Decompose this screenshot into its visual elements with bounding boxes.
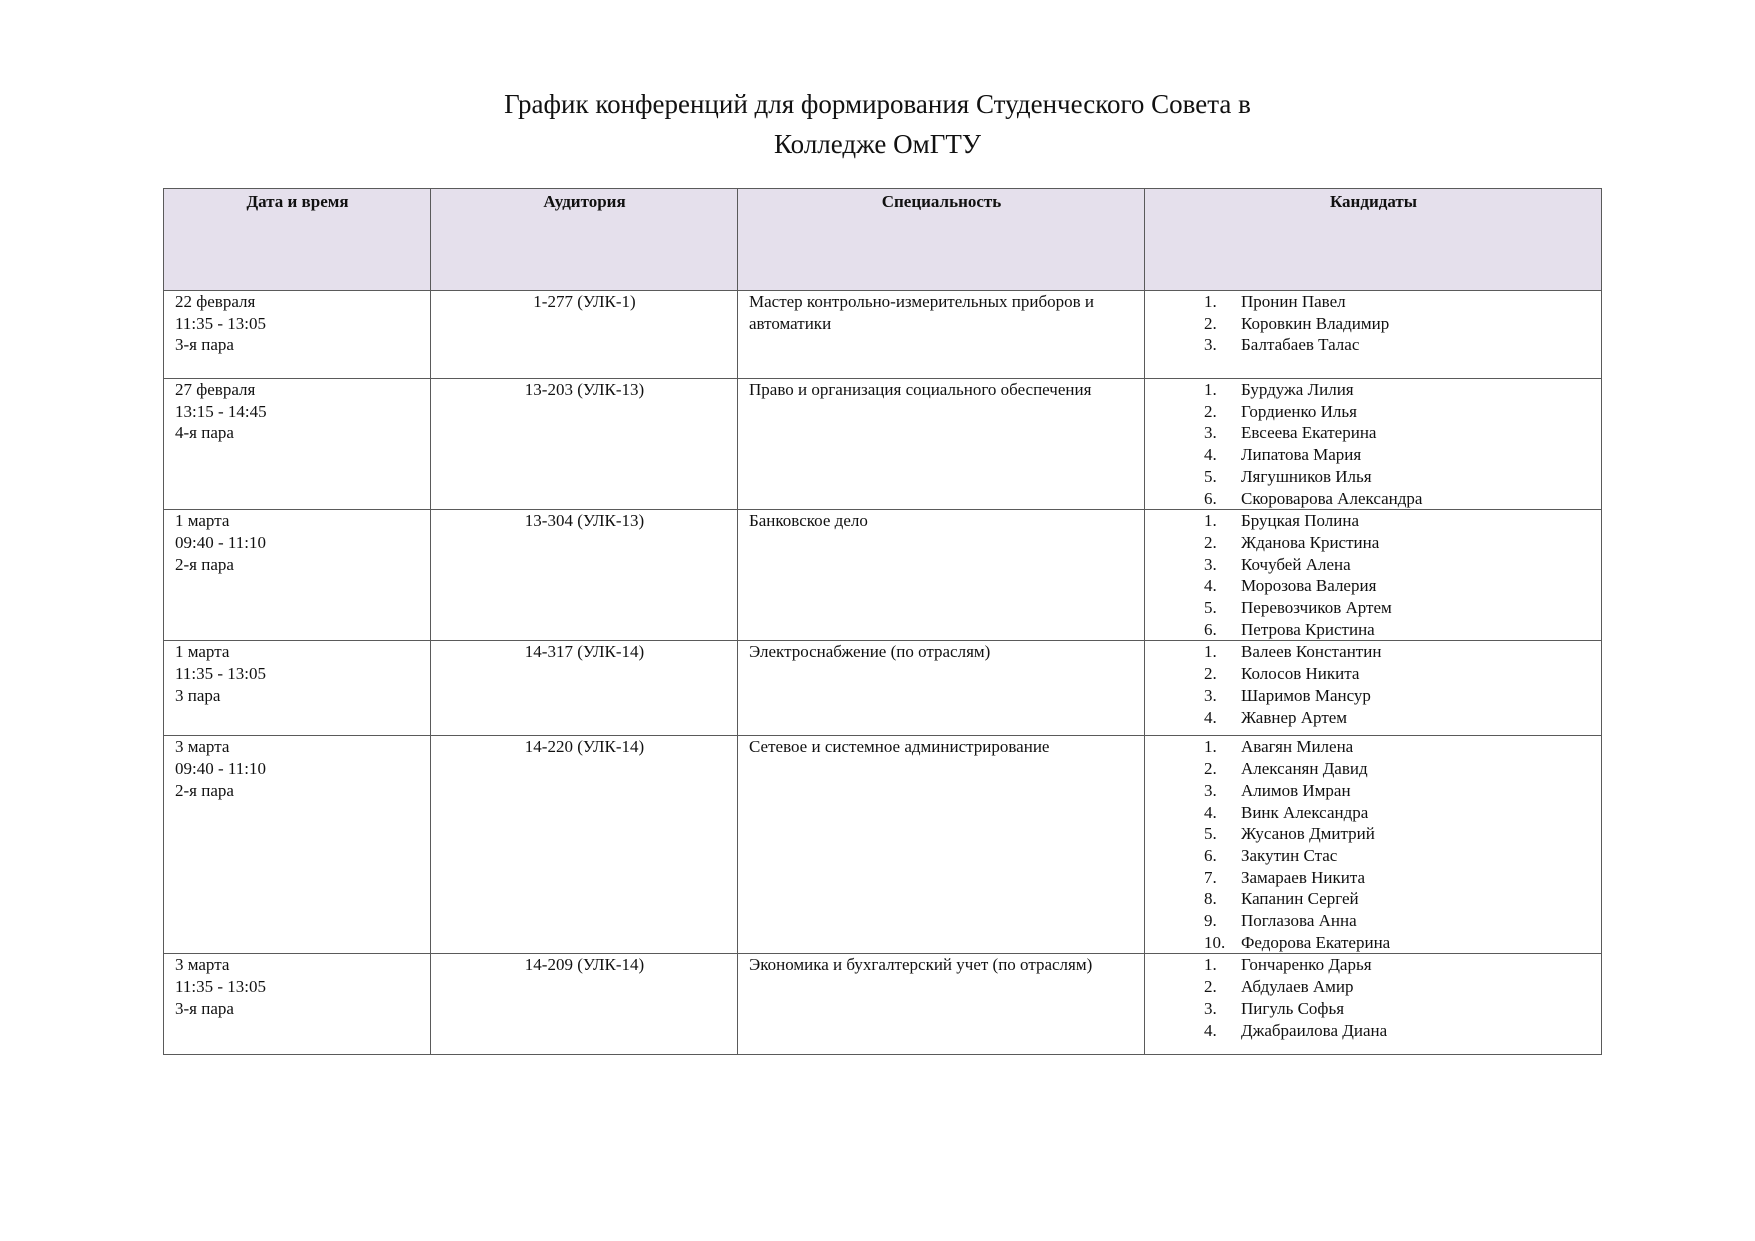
candidate-name: Бруцкая Полина bbox=[1241, 511, 1360, 531]
specialty-cell: Электроснабжение (по отраслям) bbox=[738, 641, 1145, 736]
time-text: 11:35 - 13:05 bbox=[175, 313, 266, 333]
table-row bbox=[164, 954, 1602, 1055]
table-row bbox=[164, 510, 1602, 641]
list-item bbox=[1204, 401, 1591, 423]
candidates-list bbox=[1156, 379, 1591, 509]
list-item-number: 2. bbox=[1204, 401, 1217, 421]
class-period-text: 3-я пара bbox=[175, 998, 234, 1018]
candidate-name: Колосов Никита bbox=[1241, 664, 1360, 684]
list-item-number: 10. bbox=[1204, 932, 1226, 952]
candidates-list bbox=[1156, 736, 1591, 953]
candidates-cell bbox=[1145, 736, 1602, 954]
candidate-name: Замараев Никита bbox=[1241, 867, 1366, 887]
list-item bbox=[1204, 444, 1591, 466]
datetime-cell bbox=[164, 736, 431, 954]
candidate-name: Бурдужа Лилия bbox=[1241, 380, 1354, 399]
table-row bbox=[164, 379, 1602, 510]
list-item-number: 6. bbox=[1204, 488, 1217, 508]
candidate-name: Евсеева Екатерина bbox=[1241, 423, 1377, 443]
list-item-number: 2. bbox=[1204, 313, 1217, 333]
candidate-name: Скороварова Александра bbox=[1241, 488, 1423, 508]
list-item-number: 5. bbox=[1204, 598, 1217, 618]
candidate-name: Балтабаев Талас bbox=[1241, 335, 1360, 355]
room-cell: 14-220 (УЛК-14) bbox=[431, 736, 738, 954]
list-item-number: 6. bbox=[1204, 619, 1217, 639]
schedule-table-body bbox=[164, 291, 1602, 1055]
class-period-text: 3 пара bbox=[175, 685, 221, 705]
list-item-number: 4. bbox=[1204, 445, 1217, 465]
datetime-cell bbox=[164, 954, 431, 1055]
list-item-number: 1. bbox=[1204, 292, 1217, 311]
list-item-number: 8. bbox=[1204, 889, 1217, 909]
list-item bbox=[1204, 910, 1591, 932]
list-item bbox=[1204, 758, 1591, 780]
list-item-number: 5. bbox=[1204, 466, 1217, 486]
list-item bbox=[1204, 422, 1591, 444]
time-text: 13:15 - 14:45 bbox=[175, 401, 267, 421]
list-item bbox=[1204, 780, 1591, 802]
list-item bbox=[1204, 575, 1591, 597]
class-period-text: 2-я пара bbox=[175, 554, 234, 574]
schedule-table bbox=[163, 188, 1602, 1055]
candidate-name: Липатова Мария bbox=[1241, 445, 1362, 465]
candidates-list bbox=[1156, 641, 1591, 728]
time-text: 09:40 - 11:10 bbox=[175, 532, 266, 552]
table-row bbox=[164, 291, 1602, 379]
list-item bbox=[1204, 1020, 1591, 1042]
list-item-number: 2. bbox=[1204, 664, 1217, 684]
list-item-number: 2. bbox=[1204, 977, 1217, 997]
page-title-line-2: Колледже ОмГТУ bbox=[774, 129, 981, 159]
list-item bbox=[1204, 932, 1591, 954]
room-cell: 14-209 (УЛК-14) bbox=[431, 954, 738, 1055]
room-cell: 13-203 (УЛК-13) bbox=[431, 379, 738, 510]
list-item-number: 1. bbox=[1204, 955, 1217, 975]
list-item bbox=[1204, 823, 1591, 845]
list-item-number: 3. bbox=[1204, 554, 1217, 574]
list-item bbox=[1204, 379, 1591, 401]
date-text: 3 марта bbox=[175, 955, 230, 975]
list-item-number: 1. bbox=[1204, 511, 1217, 531]
datetime-cell bbox=[164, 291, 431, 379]
candidate-name: Авагян Милена bbox=[1241, 737, 1354, 757]
list-item bbox=[1204, 641, 1591, 663]
list-item bbox=[1204, 663, 1591, 685]
list-item-number: 4. bbox=[1204, 802, 1217, 822]
candidate-name: Морозова Валерия bbox=[1241, 576, 1377, 596]
candidate-name: Коровкин Владимир bbox=[1241, 313, 1390, 333]
list-item-number: 9. bbox=[1204, 911, 1217, 931]
candidate-name: Жданова Кристина bbox=[1241, 532, 1380, 552]
table-row bbox=[164, 736, 1602, 954]
list-item-number: 6. bbox=[1204, 845, 1217, 865]
candidates-cell bbox=[1145, 379, 1602, 510]
room-cell: 13-304 (УЛК-13) bbox=[431, 510, 738, 641]
specialty-cell: Сетевое и системное администрирование bbox=[738, 736, 1145, 954]
list-item bbox=[1204, 313, 1591, 335]
candidate-name: Абдулаев Амир bbox=[1241, 977, 1354, 997]
schedule-table-header bbox=[164, 189, 1602, 291]
time-text: 11:35 - 13:05 bbox=[175, 664, 266, 684]
specialty-cell: Право и организация социального обеспечения bbox=[738, 379, 1145, 510]
candidate-name: Пронин Павел bbox=[1241, 292, 1346, 311]
list-item-number: 7. bbox=[1204, 867, 1217, 887]
list-item bbox=[1204, 976, 1591, 998]
specialty-cell: Экономика и бухгалтерский учет (по отраслям) bbox=[738, 954, 1145, 1055]
list-item bbox=[1204, 554, 1591, 576]
candidate-name: Гончаренко Дарья bbox=[1241, 955, 1372, 975]
list-item-number: 2. bbox=[1204, 532, 1217, 552]
date-text: 1 марта bbox=[175, 511, 230, 531]
candidate-name: Пигуль Софья bbox=[1241, 998, 1345, 1018]
list-item-number: 5. bbox=[1204, 824, 1217, 844]
column-header-room: Аудитория bbox=[431, 189, 738, 291]
list-item bbox=[1204, 685, 1591, 707]
list-item-number: 4. bbox=[1204, 707, 1217, 727]
candidate-name: Алексанян Давид bbox=[1241, 759, 1368, 779]
list-item bbox=[1204, 998, 1591, 1020]
candidate-name: Кочубей Алена bbox=[1241, 554, 1351, 574]
list-item-number: 3. bbox=[1204, 335, 1217, 355]
column-header-candidates: Кандидаты bbox=[1145, 189, 1602, 291]
candidates-cell bbox=[1145, 291, 1602, 379]
date-text: 1 марта bbox=[175, 642, 230, 662]
class-period-text: 2-я пара bbox=[175, 780, 234, 800]
datetime-cell bbox=[164, 641, 431, 736]
list-item bbox=[1204, 954, 1591, 976]
list-item-number: 3. bbox=[1204, 423, 1217, 443]
list-item-number: 4. bbox=[1204, 576, 1217, 596]
time-text: 11:35 - 13:05 bbox=[175, 977, 266, 997]
list-item bbox=[1204, 802, 1591, 824]
candidates-cell bbox=[1145, 510, 1602, 641]
page-title-line-1: График конференций для формирования Студенческого Совета в bbox=[504, 89, 1251, 119]
date-text: 22 февраля bbox=[175, 292, 256, 311]
class-period-text: 4-я пара bbox=[175, 423, 234, 443]
list-item bbox=[1204, 597, 1591, 619]
list-item-number: 2. bbox=[1204, 759, 1217, 779]
date-text: 27 февраля bbox=[175, 380, 256, 399]
column-header-specialty: Специальность bbox=[738, 189, 1145, 291]
class-period-text: 3-я пара bbox=[175, 335, 234, 355]
list-item bbox=[1204, 619, 1591, 641]
candidates-list bbox=[1156, 291, 1591, 356]
candidate-name: Лягушников Илья bbox=[1241, 466, 1372, 486]
list-item-number: 1. bbox=[1204, 380, 1217, 399]
list-item bbox=[1204, 510, 1591, 532]
specialty-cell: Мастер контрольно-измерительных приборов и автоматики bbox=[738, 291, 1145, 379]
candidate-name: Шаримов Мансур bbox=[1241, 685, 1371, 705]
candidate-name: Валеев Константин bbox=[1241, 642, 1382, 662]
list-item bbox=[1204, 488, 1591, 510]
room-cell: 1-277 (УЛК-1) bbox=[431, 291, 738, 379]
candidate-name: Гордиенко Илья bbox=[1241, 401, 1357, 421]
datetime-cell bbox=[164, 379, 431, 510]
candidates-list bbox=[1156, 954, 1591, 1041]
list-item-number: 3. bbox=[1204, 685, 1217, 705]
list-item-number: 3. bbox=[1204, 998, 1217, 1018]
specialty-cell: Банковское дело bbox=[738, 510, 1145, 641]
date-text: 3 марта bbox=[175, 737, 230, 757]
column-header-datetime: Дата и время bbox=[164, 189, 431, 291]
header-row bbox=[164, 189, 1602, 291]
candidate-name: Перевозчиков Артем bbox=[1241, 598, 1392, 618]
list-item-number: 3. bbox=[1204, 780, 1217, 800]
candidates-cell bbox=[1145, 954, 1602, 1055]
list-item bbox=[1204, 532, 1591, 554]
room-cell: 14-317 (УЛК-14) bbox=[431, 641, 738, 736]
candidate-name: Закутин Стас bbox=[1241, 845, 1338, 865]
list-item bbox=[1204, 466, 1591, 488]
time-text: 09:40 - 11:10 bbox=[175, 759, 266, 779]
list-item bbox=[1204, 888, 1591, 910]
list-item-number: 4. bbox=[1204, 1020, 1217, 1040]
candidates-cell bbox=[1145, 641, 1602, 736]
page-title bbox=[0, 84, 1755, 164]
candidate-name: Петрова Кристина bbox=[1241, 619, 1375, 639]
candidate-name: Винк Александра bbox=[1241, 802, 1369, 822]
datetime-cell bbox=[164, 510, 431, 641]
candidate-name: Капанин Сергей bbox=[1241, 889, 1359, 909]
candidates-list bbox=[1156, 510, 1591, 640]
candidate-name: Жавнер Артем bbox=[1241, 707, 1348, 727]
candidate-name: Джабраилова Диана bbox=[1241, 1020, 1388, 1040]
candidate-name: Поглазова Анна bbox=[1241, 911, 1357, 931]
table-row bbox=[164, 641, 1602, 736]
list-item bbox=[1204, 845, 1591, 867]
candidate-name: Алимов Имран bbox=[1241, 780, 1351, 800]
candidate-name: Жусанов Дмитрий bbox=[1241, 824, 1375, 844]
list-item bbox=[1204, 707, 1591, 729]
candidate-name: Федорова Екатерина bbox=[1241, 932, 1391, 952]
list-item bbox=[1204, 867, 1591, 889]
list-item bbox=[1204, 334, 1591, 356]
list-item-number: 1. bbox=[1204, 642, 1217, 662]
list-item-number: 1. bbox=[1204, 737, 1217, 757]
list-item bbox=[1204, 736, 1591, 758]
list-item bbox=[1204, 291, 1591, 313]
